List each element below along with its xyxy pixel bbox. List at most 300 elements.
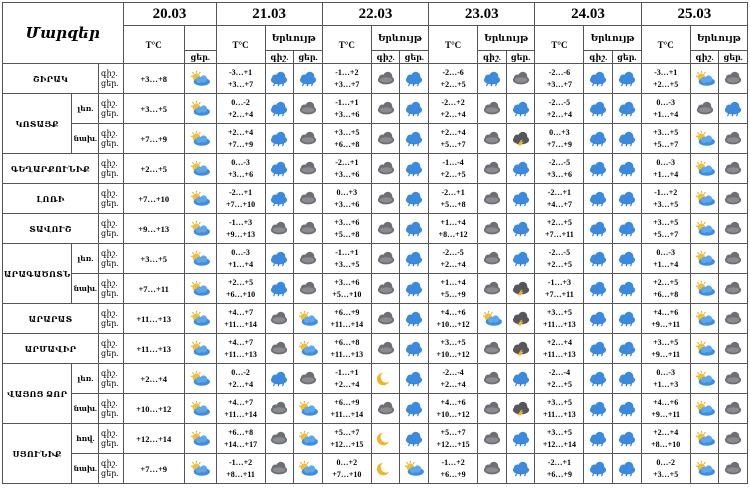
day-temp: +8…+10 xyxy=(651,439,681,449)
day-temp: +11…+14 xyxy=(224,319,257,329)
weather-header: Երևույթ xyxy=(265,26,322,51)
weather-header: Երևույթ xyxy=(371,26,428,51)
sun-cloud-icon xyxy=(693,70,717,88)
rain-cloud-icon xyxy=(402,370,426,388)
cloud-icon xyxy=(374,280,398,298)
weather-cell xyxy=(690,124,719,154)
temp-range xyxy=(641,64,690,94)
temp-range xyxy=(641,94,690,124)
cloud-icon xyxy=(267,430,291,448)
weather-cell xyxy=(294,424,323,454)
weather-cell xyxy=(506,244,535,274)
night-temp: +5…+7 xyxy=(440,427,466,437)
night-temp: +2…+5 xyxy=(227,277,254,287)
rain-cloud-icon xyxy=(615,70,639,88)
time-of-day xyxy=(99,394,124,424)
night-temp: 0…-3 xyxy=(231,247,250,257)
weather-cell xyxy=(478,64,507,94)
temp-range xyxy=(429,64,478,94)
rain-cloud-icon xyxy=(480,70,504,88)
weather-cell xyxy=(613,454,642,484)
weather-cell xyxy=(506,274,535,304)
region-row xyxy=(3,124,748,154)
night-temp: +2…+5 xyxy=(546,217,572,227)
temp-range xyxy=(322,334,371,364)
day-temp: +7…+11 xyxy=(545,229,574,239)
temp-header: T°C xyxy=(123,26,184,64)
night-temp: -2…+2 xyxy=(441,97,465,107)
night-temp: +2…+4 xyxy=(440,127,466,137)
night-label: գիշ. xyxy=(101,278,118,288)
rain-cloud-icon xyxy=(586,220,610,238)
rain-cloud-icon xyxy=(586,190,610,208)
weather-cell xyxy=(184,454,216,484)
sun-cloud-icon xyxy=(296,340,320,358)
rain-cloud-icon xyxy=(402,130,426,148)
temp-header: T°C xyxy=(216,26,265,64)
weather-cell xyxy=(690,214,719,244)
weather-cell xyxy=(184,64,216,94)
temp-range xyxy=(216,244,265,274)
cloud-icon xyxy=(374,220,398,238)
weather-cell xyxy=(719,154,748,184)
cloud-icon xyxy=(480,100,504,118)
night-temp: +4…+7 xyxy=(227,397,254,407)
time-of-day xyxy=(99,154,124,184)
time-of-day xyxy=(99,364,124,394)
weather-cell xyxy=(478,304,507,334)
sun-cloud-icon xyxy=(693,250,717,268)
temp-range xyxy=(535,364,584,394)
rain-cloud-icon xyxy=(586,310,610,328)
night-temp: -3…+1 xyxy=(654,67,678,77)
day-temp: +11…+14 xyxy=(330,409,364,419)
night-temp: +3…+6 xyxy=(334,217,360,227)
weather-cell xyxy=(719,184,748,214)
region-row xyxy=(3,274,748,304)
night-label: գիշ. xyxy=(101,68,118,78)
temp-range xyxy=(429,214,478,244)
day-temp: +7…+9 xyxy=(546,139,572,149)
rain-cloud-icon xyxy=(267,130,291,148)
weather-cell xyxy=(584,334,613,364)
rain-cloud-icon xyxy=(721,100,745,118)
day-temp: +7…+9 xyxy=(123,124,184,154)
weather-header: Երևույթ xyxy=(478,26,535,51)
region-row xyxy=(3,64,748,94)
night-header: գիշ. xyxy=(478,51,507,64)
weather-cell xyxy=(506,124,535,154)
weather-cell xyxy=(584,154,613,184)
weather-cell xyxy=(719,214,748,244)
day-temp: +2…+4 xyxy=(123,364,184,394)
rain-cloud-icon xyxy=(402,310,426,328)
cloud-icon xyxy=(721,280,745,298)
weather-cell xyxy=(506,94,535,124)
cloud-icon xyxy=(480,220,504,238)
temp-range xyxy=(429,304,478,334)
region-row xyxy=(3,244,748,274)
weather-cell xyxy=(719,124,748,154)
temp-range xyxy=(322,394,371,424)
weather-cell xyxy=(613,304,642,334)
rain-cloud-icon xyxy=(615,340,639,358)
weather-cell xyxy=(294,394,323,424)
weather-cell xyxy=(584,214,613,244)
weather-cell xyxy=(265,64,294,94)
cloud-icon xyxy=(721,400,745,418)
subzone-label: նախ. xyxy=(72,394,99,424)
day-temp: +5…+7 xyxy=(653,229,679,239)
weather-cell xyxy=(613,394,642,424)
weather-header: Երևույթ xyxy=(690,26,747,51)
weather-cell xyxy=(265,454,294,484)
night-temp: +3…+5 xyxy=(546,397,572,407)
cloud-icon xyxy=(267,460,291,478)
temp-range xyxy=(641,124,690,154)
day-temp: +2…+4 xyxy=(440,259,466,269)
rain-cloud-icon xyxy=(615,370,639,388)
rain-cloud-icon xyxy=(267,370,291,388)
sun-cloud-icon xyxy=(188,190,212,208)
temp-range xyxy=(535,454,584,484)
weather-cell xyxy=(400,124,429,154)
night-label: գիշ. xyxy=(101,428,118,438)
temp-range xyxy=(322,424,371,454)
cloud-icon xyxy=(374,130,398,148)
night-temp: +3…+5 xyxy=(546,427,572,437)
region-row xyxy=(3,304,748,334)
temp-range xyxy=(641,334,690,364)
rain-cloud-icon xyxy=(267,280,291,298)
temp-range xyxy=(641,274,690,304)
cloud-icon xyxy=(480,340,504,358)
rain-cloud-icon xyxy=(509,100,533,118)
night-temp: -2…+1 xyxy=(441,187,465,197)
temp-range xyxy=(322,454,371,484)
weather-cell xyxy=(478,214,507,244)
night-temp: 0…-2 xyxy=(231,97,250,107)
day-temp: +4…+7 xyxy=(546,199,572,209)
temp-range xyxy=(216,334,265,364)
night-temp: +4…+6 xyxy=(653,307,679,317)
weather-cell xyxy=(400,214,429,244)
weather-cell xyxy=(265,424,294,454)
night-label: գիշ. xyxy=(101,398,118,408)
cloud-icon xyxy=(296,250,320,268)
day-label: ցեր. xyxy=(101,288,119,298)
weather-cell xyxy=(613,214,642,244)
region-row xyxy=(3,214,748,244)
night-temp: -2…+1 xyxy=(547,457,572,467)
weather-cell xyxy=(371,64,400,94)
weather-cell xyxy=(265,334,294,364)
day-temp: +3…+6 xyxy=(546,169,572,179)
region-name: ԼՈՌԻ xyxy=(3,184,99,214)
weather-cell xyxy=(584,94,613,124)
temp-range xyxy=(641,364,690,394)
weather-cell xyxy=(184,244,216,274)
day-temp: +2…+4 xyxy=(227,379,254,389)
night-temp: +3…+5 xyxy=(653,337,679,347)
rain-cloud-icon xyxy=(509,160,533,178)
weather-cell xyxy=(371,424,400,454)
day-temp: +2…+4 xyxy=(227,109,254,119)
thunderstorm-icon xyxy=(509,310,533,328)
weather-cell xyxy=(506,304,535,334)
night-temp: -1…+3 xyxy=(228,217,253,227)
rain-cloud-icon xyxy=(615,430,639,448)
night-temp: 0…-2 xyxy=(231,367,250,377)
weather-cell xyxy=(584,394,613,424)
night-label: գիշ. xyxy=(101,128,118,138)
rain-cloud-icon xyxy=(267,160,291,178)
sun-cloud-icon xyxy=(693,130,717,148)
weather-cell xyxy=(506,454,535,484)
temp-range xyxy=(429,154,478,184)
weather-cell xyxy=(690,184,719,214)
weather-cell xyxy=(400,94,429,124)
day-temp: +14…+17 xyxy=(223,439,258,449)
day-temp: +2…+5 xyxy=(440,79,466,89)
temp-range xyxy=(322,124,371,154)
weather-cell xyxy=(265,394,294,424)
rain-cloud-icon xyxy=(586,280,610,298)
night-temp: -1…+2 xyxy=(441,457,465,467)
rain-cloud-icon xyxy=(402,100,426,118)
temp-range xyxy=(429,124,478,154)
night-temp: 0…-3 xyxy=(656,247,676,257)
day-temp: +3…+8 xyxy=(123,64,184,94)
rain-cloud-icon xyxy=(402,430,426,448)
temp-range xyxy=(216,364,265,394)
day-temp: +7…+9 xyxy=(123,454,184,484)
weather-cell xyxy=(506,364,535,394)
temp-range xyxy=(429,244,478,274)
temp-range xyxy=(641,214,690,244)
rain-cloud-icon xyxy=(509,430,533,448)
subzone-label: լեռ. xyxy=(72,364,99,394)
day-label: ցեր. xyxy=(101,168,119,178)
cloud-icon xyxy=(721,340,745,358)
rain-cloud-icon xyxy=(267,70,291,88)
weather-cell xyxy=(400,394,429,424)
night-temp: 0…-2 xyxy=(656,457,676,467)
rain-cloud-icon xyxy=(615,190,639,208)
region-name: ԱՐԱՐԱՏ xyxy=(3,304,99,334)
day-temp: +2…+5 xyxy=(440,169,466,179)
weather-cell xyxy=(690,364,719,394)
weather-cell xyxy=(584,274,613,304)
night-temp: -1…+2 xyxy=(654,187,678,197)
weather-cell xyxy=(400,154,429,184)
weather-cell xyxy=(294,274,323,304)
temp-range xyxy=(322,94,371,124)
weather-cell xyxy=(478,364,507,394)
day-temp: +9…+11 xyxy=(651,319,681,329)
rain-cloud-icon xyxy=(509,250,533,268)
weather-cell xyxy=(584,424,613,454)
weather-cell xyxy=(400,334,429,364)
thunderstorm-icon xyxy=(509,130,533,148)
night-temp: -1…+2 xyxy=(335,67,359,77)
day-temp: +6…+9 xyxy=(440,469,466,479)
rain-cloud-icon xyxy=(509,190,533,208)
day-temp: +2…+4 xyxy=(546,109,572,119)
weather-cell xyxy=(184,94,216,124)
weather-cell xyxy=(478,394,507,424)
temp-range xyxy=(216,184,265,214)
weather-cell xyxy=(478,334,507,364)
temp-range xyxy=(535,64,584,94)
day-header: ցեր. xyxy=(184,51,216,64)
day-temp: +1…+3 xyxy=(653,379,679,389)
sun-cloud-icon xyxy=(188,100,212,118)
weather-cell xyxy=(506,424,535,454)
day-header: ցեր. xyxy=(294,51,323,64)
weather-cell xyxy=(294,124,323,154)
cloud-icon xyxy=(374,310,398,328)
night-temp: +2…+4 xyxy=(227,127,254,137)
time-of-day xyxy=(99,334,124,364)
night-temp: 0…+2 xyxy=(336,457,358,467)
night-temp: +1…+4 xyxy=(440,277,466,287)
region-name: ՎԱՅՈՑ ՁՈՐ xyxy=(3,364,72,424)
night-temp: 0…+3 xyxy=(549,127,570,137)
day-temp: +11…+14 xyxy=(330,319,364,329)
weather-cell xyxy=(613,244,642,274)
day-label: ցեր. xyxy=(101,468,119,478)
day-label: ցեր. xyxy=(101,138,119,148)
rain-cloud-icon xyxy=(267,190,291,208)
weather-cell xyxy=(371,394,400,424)
subzone-label: նախ. xyxy=(72,274,99,304)
day-header: ցեր. xyxy=(613,51,642,64)
rain-cloud-icon xyxy=(402,400,426,418)
cloud-icon xyxy=(374,100,398,118)
day-temp: +3…+6 xyxy=(334,109,360,119)
cloud-icon xyxy=(480,130,504,148)
sun-cloud-icon xyxy=(188,250,212,268)
cloud-icon xyxy=(721,250,745,268)
day-temp: +3…+5 xyxy=(123,244,184,274)
region-name: ԱՐԱԳԱԾՈՏՆ xyxy=(3,244,72,304)
rain-cloud-icon xyxy=(402,250,426,268)
time-of-day xyxy=(99,454,124,484)
night-temp: +6…+8 xyxy=(227,427,254,437)
weather-cell xyxy=(400,64,429,94)
temp-range xyxy=(641,454,690,484)
temp-range xyxy=(216,274,265,304)
rain-cloud-icon xyxy=(509,220,533,238)
day-temp: +3…+7 xyxy=(546,79,572,89)
cloud-icon xyxy=(480,430,504,448)
night-temp: -1…+2 xyxy=(228,457,253,467)
night-label: գիշ. xyxy=(101,308,118,318)
day-temp: +11…+13 xyxy=(543,349,576,359)
cloud-icon xyxy=(509,70,533,88)
weather-cell xyxy=(719,244,748,274)
rain-cloud-icon xyxy=(509,370,533,388)
forecast-table xyxy=(2,2,748,484)
night-temp: +5…+7 xyxy=(334,427,360,437)
day-temp: +3…+6 xyxy=(227,169,254,179)
cloud-icon xyxy=(374,340,398,358)
sun-cloud-icon xyxy=(693,160,717,178)
region-row xyxy=(3,154,748,184)
day-temp: +11…+13 xyxy=(123,304,184,334)
day-temp: +2…+4 xyxy=(334,379,360,389)
rain-cloud-icon xyxy=(615,310,639,328)
night-temp: 0…-3 xyxy=(656,367,676,377)
temp-range xyxy=(429,334,478,364)
date-header: 22.03 xyxy=(322,3,428,26)
temp-range xyxy=(216,454,265,484)
cloud-icon xyxy=(296,160,320,178)
cloud-icon xyxy=(296,370,320,388)
rain-cloud-icon xyxy=(615,280,639,298)
night-temp: +6…+9 xyxy=(334,397,360,407)
day-label: ցեր. xyxy=(101,258,119,268)
weather-cell xyxy=(506,394,535,424)
weather-cell xyxy=(184,364,216,394)
weather-cell xyxy=(690,154,719,184)
cloud-icon xyxy=(374,160,398,178)
cloud-icon xyxy=(374,400,398,418)
regions-header: Մարզեր xyxy=(3,3,124,64)
day-temp: +7…+10 xyxy=(332,469,362,479)
day-temp: +6…+8 xyxy=(653,289,679,299)
night-temp: -1…-4 xyxy=(442,157,464,167)
night-temp: +3…+5 xyxy=(334,127,360,137)
subzone-label: նախ. xyxy=(72,454,99,484)
day-temp: +8…+11 xyxy=(226,469,255,479)
temp-header: T°C xyxy=(641,26,690,64)
weather-cell xyxy=(506,334,535,364)
temp-range xyxy=(535,394,584,424)
night-label: գիշ. xyxy=(101,98,118,108)
cloud-icon xyxy=(721,130,745,148)
weather-cell xyxy=(719,394,748,424)
day-temp: +10…+12 xyxy=(436,409,470,419)
sun-cloud-icon xyxy=(693,280,717,298)
weather-cell xyxy=(478,244,507,274)
weather-cell xyxy=(371,244,400,274)
rain-cloud-icon xyxy=(615,100,639,118)
date-header: 25.03 xyxy=(641,3,747,26)
weather-cell xyxy=(265,124,294,154)
sun-cloud-icon xyxy=(188,340,212,358)
sun-cloud-icon xyxy=(188,220,212,238)
cloud-icon xyxy=(296,220,320,238)
sun-cloud-icon xyxy=(188,460,212,478)
cloud-icon xyxy=(374,250,398,268)
weather-cell xyxy=(719,364,748,394)
day-temp: +11…+13 xyxy=(123,334,184,364)
sun-cloud-icon xyxy=(693,400,717,418)
weather-cell xyxy=(265,184,294,214)
region-name: ՍՅՈՒՆԻՔ xyxy=(3,424,72,484)
weather-cell xyxy=(184,334,216,364)
temp-range xyxy=(429,454,478,484)
weather-cell xyxy=(506,184,535,214)
temp-range xyxy=(216,304,265,334)
rain-cloud-icon xyxy=(586,130,610,148)
temp-range xyxy=(535,244,584,274)
weather-cell xyxy=(371,184,400,214)
day-temp: +5…+10 xyxy=(332,289,362,299)
day-label: ցեր. xyxy=(101,108,119,118)
